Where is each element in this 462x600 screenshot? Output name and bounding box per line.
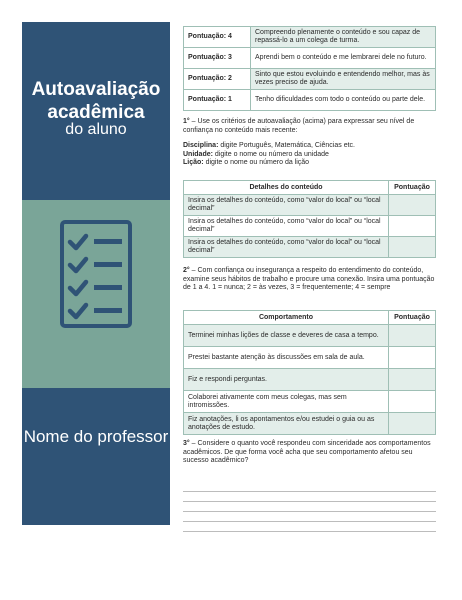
table-row <box>184 237 436 258</box>
unidade-value[interactable]: digite o nome ou número da unidade <box>212 150 329 158</box>
score-cell[interactable] <box>389 325 436 347</box>
table-row <box>184 391 436 413</box>
content-detail-cell[interactable]: Insira os detalhes do conteúdo, como “valor do local” ou “local decimal” <box>184 195 389 216</box>
disciplina-line <box>183 142 438 151</box>
rating-label: Pontuação: 3 <box>184 48 251 69</box>
step1-number: 1 <box>183 118 187 125</box>
document-subtitle: do aluno <box>65 121 127 138</box>
behavior-cell: Terminei minhas lições de classe e deveres de casa a tempo. <box>184 325 389 347</box>
rating-description: Sinto que estou evoluindo e entendendo melhor, mas às vezes preciso de ajuda. <box>251 69 436 90</box>
rating-label: Pontuação: 1 <box>184 90 251 111</box>
score-header: Pontuação <box>389 311 436 325</box>
licao-line <box>183 159 438 168</box>
licao-value[interactable]: digite o nome ou número da lição <box>203 159 310 166</box>
step2-instructions: 2° – Com confiança ou insegurança a respeito do entendimento do conteúdo, examine seus hábitos de trabalho e procure uma conexão. Insira uma pontuação de 1 a 4. 1 = nunca; 2 = às vezes, 3 = frequentemente; 4 = sempre <box>183 267 435 291</box>
sidebar-header-panel <box>22 22 170 200</box>
rating-scale-table <box>183 26 436 111</box>
rating-row <box>184 27 436 48</box>
behavior-table <box>183 310 436 435</box>
content-header: Detalhes do conteúdo <box>184 181 389 195</box>
step3-instructions: 3° – Considere o quanto você respondeu com sinceridade aos comportamentos acadêmicos. De que forma você acha que seu comportamento afetou seu sucesso acadêmico? <box>183 440 431 464</box>
unidade-label: Unidade: <box>183 150 213 158</box>
behavior-cell: Colaborei ativamente com meus colegas, mas sem intromissões. <box>184 391 389 413</box>
content-detail-cell[interactable]: Insira os detalhes do conteúdo, como “valor do local” ou “local decimal” <box>184 216 389 237</box>
disciplina-value[interactable]: digite Português, Matemática, Ciências etc. <box>218 142 355 149</box>
step1-ordinal: ° <box>186 118 190 125</box>
behavior-cell: Prestei bastante atenção às discussões em sala de aula. <box>184 347 389 369</box>
step1-instructions <box>183 118 438 168</box>
score-cell[interactable] <box>389 195 436 216</box>
step3-ordinal: ° <box>186 440 190 447</box>
table-row <box>184 195 436 216</box>
score-cell[interactable] <box>389 237 436 258</box>
rating-description: Compreendo plenamente o conteúdo e sou capaz de repassá-lo a um colega de turma. <box>251 27 436 48</box>
answer-line[interactable] <box>183 492 436 502</box>
content-table-header <box>184 181 436 195</box>
table-row <box>184 216 436 237</box>
answer-line[interactable] <box>183 512 436 522</box>
rating-label: Pontuação: 4 <box>184 27 251 48</box>
sidebar <box>22 22 170 525</box>
rating-label: Pontuação: 2 <box>184 69 251 90</box>
step3-number: 3 <box>183 440 187 447</box>
score-cell[interactable] <box>389 216 436 237</box>
step2-number: 2 <box>183 267 187 274</box>
behavior-cell: Fiz e respondi perguntas. <box>184 369 389 391</box>
score-cell[interactable] <box>389 369 436 391</box>
behavior-table-header <box>184 311 436 325</box>
rating-row <box>184 90 436 111</box>
disciplina-label: Disciplina: <box>183 142 219 149</box>
teacher-name: Nome do professor <box>23 427 169 446</box>
licao-label: Lição: <box>183 159 204 166</box>
table-row <box>184 369 436 391</box>
checklist-icon <box>60 220 132 328</box>
behavior-cell: Fiz anotações, li os apontamentos e/ou estudei o guia ou as anotações de estudo. <box>184 413 389 435</box>
rating-description: Tenho dificuldades com todo o conteúdo ou parte dele. <box>251 90 436 111</box>
content-detail-cell[interactable]: Insira os detalhes do conteúdo, como “valor do local” ou “local decimal” <box>184 237 389 258</box>
step2-ordinal: ° <box>186 267 190 274</box>
table-row <box>184 413 436 435</box>
behavior-header: Comportamento <box>184 311 389 325</box>
score-cell[interactable] <box>389 391 436 413</box>
rating-row <box>184 69 436 90</box>
score-header: Pontuação <box>389 181 436 195</box>
step1-text: 1° – Use os critérios de autoavaliação (acima) para expressar seu nível de confiança no conteúdo mais recente: <box>183 118 415 134</box>
answer-lines[interactable] <box>183 482 436 532</box>
sidebar-footer-panel <box>22 388 170 525</box>
table-row <box>184 325 436 347</box>
answer-line[interactable] <box>183 502 436 512</box>
document-title: Autoavaliação acadêmica <box>31 79 161 123</box>
content-table <box>183 180 436 258</box>
answer-line[interactable] <box>183 482 436 492</box>
rating-row <box>184 48 436 69</box>
unidade-line <box>183 151 438 160</box>
answer-line[interactable] <box>183 522 436 532</box>
rating-description: Aprendi bem o conteúdo e me lembrarei dele no futuro. <box>251 48 436 69</box>
table-row <box>184 347 436 369</box>
score-cell[interactable] <box>389 347 436 369</box>
score-cell[interactable] <box>389 413 436 435</box>
